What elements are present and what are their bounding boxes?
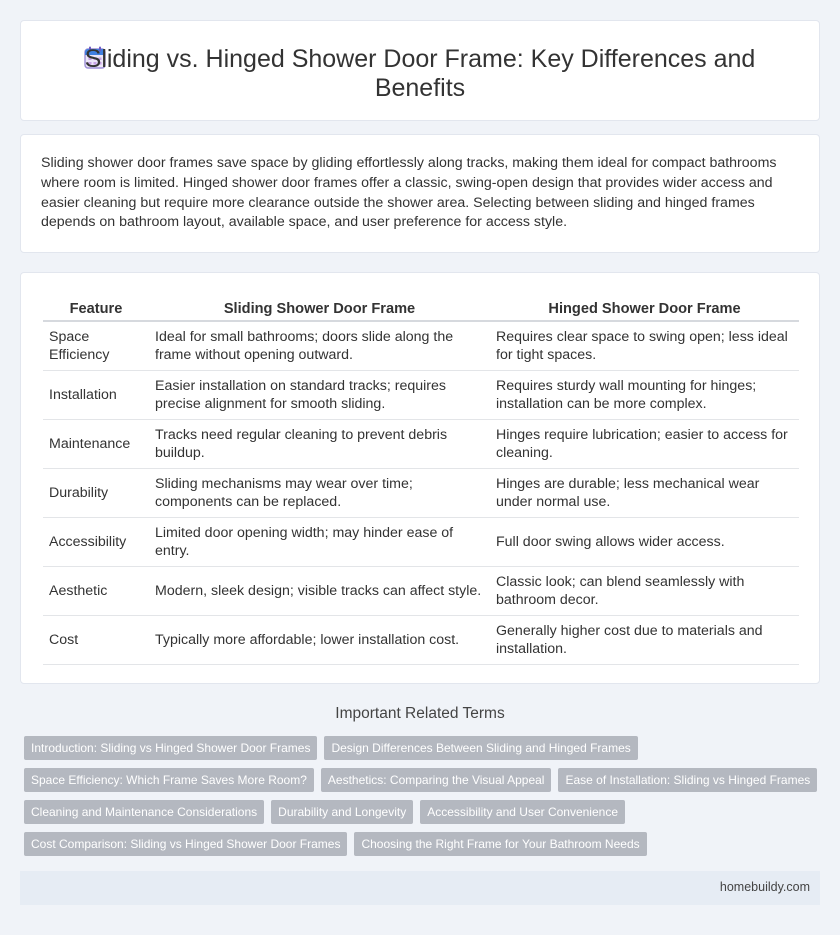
table-row xyxy=(43,615,799,664)
sliding-cell: Easier installation on standard tracks; requires precise alignment for smooth sliding. xyxy=(149,370,490,419)
table-row xyxy=(43,468,799,517)
related-terms-heading: Important Related Terms xyxy=(335,705,505,722)
related-term-tag[interactable]: Design Differences Between Sliding and Hinged Frames xyxy=(324,736,637,760)
sliding-cell: Typically more affordable; lower installation cost. xyxy=(149,615,490,664)
related-term-tag[interactable]: Ease of Installation: Sliding vs Hinged Frames xyxy=(558,768,817,792)
page-title xyxy=(21,45,819,103)
intro-paragraph: Sliding shower door frames save space by gliding effortlessly along tracks, making them ideal for compact bathrooms where room is limited. Hinged shower door frames offer a classic, swing-open design that provides wider access and easier cleaning but require more clearance outside the shower area. Selecting between sliding and hinged frames depends on bathroom layout, available space, and user preference for access style. xyxy=(41,155,777,231)
related-term-tag[interactable]: Aesthetics: Comparing the Visual Appeal xyxy=(321,768,552,792)
comparison-table-card xyxy=(20,272,820,684)
sliding-cell: Ideal for small bathrooms; doors slide along the frame without opening outward. xyxy=(149,321,490,370)
page-title-line2: Benefits xyxy=(374,74,466,102)
hinged-cell: Hinges are durable; less mechanical wear under normal use. xyxy=(490,468,799,517)
column-header-feature: Feature xyxy=(43,295,149,321)
related-term-tag[interactable]: Space Efficiency: Which Frame Saves More Room? xyxy=(24,768,314,792)
feature-cell: Cost xyxy=(43,615,149,664)
feature-cell: Maintenance xyxy=(43,419,149,468)
hinged-cell: Requires clear space to swing open; less ideal for tight spaces. xyxy=(490,321,799,370)
feature-cell: Aesthetic xyxy=(43,566,149,615)
related-terms-row xyxy=(24,832,824,856)
sliding-cell: Tracks need regular cleaning to prevent debris buildup. xyxy=(149,419,490,468)
related-terms-row xyxy=(24,736,824,760)
sliding-cell: Limited door opening width; may hinder ease of entry. xyxy=(149,517,490,566)
table-header-row xyxy=(43,295,799,321)
footer-site-name: homebuildy.com xyxy=(719,880,810,894)
related-terms-list xyxy=(24,736,824,864)
related-term-tag[interactable]: Accessibility and User Convenience xyxy=(420,800,625,824)
hinged-cell: Full door swing allows wider access. xyxy=(490,517,799,566)
related-term-tag[interactable]: Introduction: Sliding vs Hinged Shower Door Frames xyxy=(24,736,317,760)
related-term-tag[interactable]: Cleaning and Maintenance Considerations xyxy=(24,800,264,824)
table-row xyxy=(43,321,799,370)
hinged-cell: Generally higher cost due to materials and installation. xyxy=(490,615,799,664)
footer xyxy=(20,871,820,905)
column-header-sliding: Sliding Shower Door Frame xyxy=(149,295,490,321)
table-row xyxy=(43,517,799,566)
feature-cell: Durability xyxy=(43,468,149,517)
sliding-cell: Sliding mechanisms may wear over time; components can be replaced. xyxy=(149,468,490,517)
feature-cell: Space Efficiency xyxy=(43,321,149,370)
related-terms-row xyxy=(24,768,824,792)
hinged-cell: Requires sturdy wall mounting for hinges; installation can be more complex. xyxy=(490,370,799,419)
comparison-table xyxy=(43,295,799,665)
related-terms-row xyxy=(24,800,824,824)
hinged-cell: Classic look; can blend seamlessly with bathroom decor. xyxy=(490,566,799,615)
related-term-tag[interactable]: Cost Comparison: Sliding vs Hinged Shower Door Frames xyxy=(24,832,347,856)
table-row xyxy=(43,566,799,615)
hinged-cell: Hinges require lubrication; easier to access for cleaning. xyxy=(490,419,799,468)
table-row xyxy=(43,370,799,419)
column-header-hinged: Hinged Shower Door Frame xyxy=(490,295,799,321)
feature-cell: Accessibility xyxy=(43,517,149,566)
table-row xyxy=(43,419,799,468)
intro-card xyxy=(20,134,820,253)
feature-cell: Installation xyxy=(43,370,149,419)
title-card xyxy=(20,20,820,121)
related-term-tag[interactable]: Choosing the Right Frame for Your Bathroom Needs xyxy=(354,832,646,856)
sliding-cell: Modern, sleek design; visible tracks can affect style. xyxy=(149,566,490,615)
page-title-line1: Sliding vs. Hinged Shower Door Frame: Key Differences and xyxy=(84,45,756,73)
related-term-tag[interactable]: Durability and Longevity xyxy=(271,800,413,824)
